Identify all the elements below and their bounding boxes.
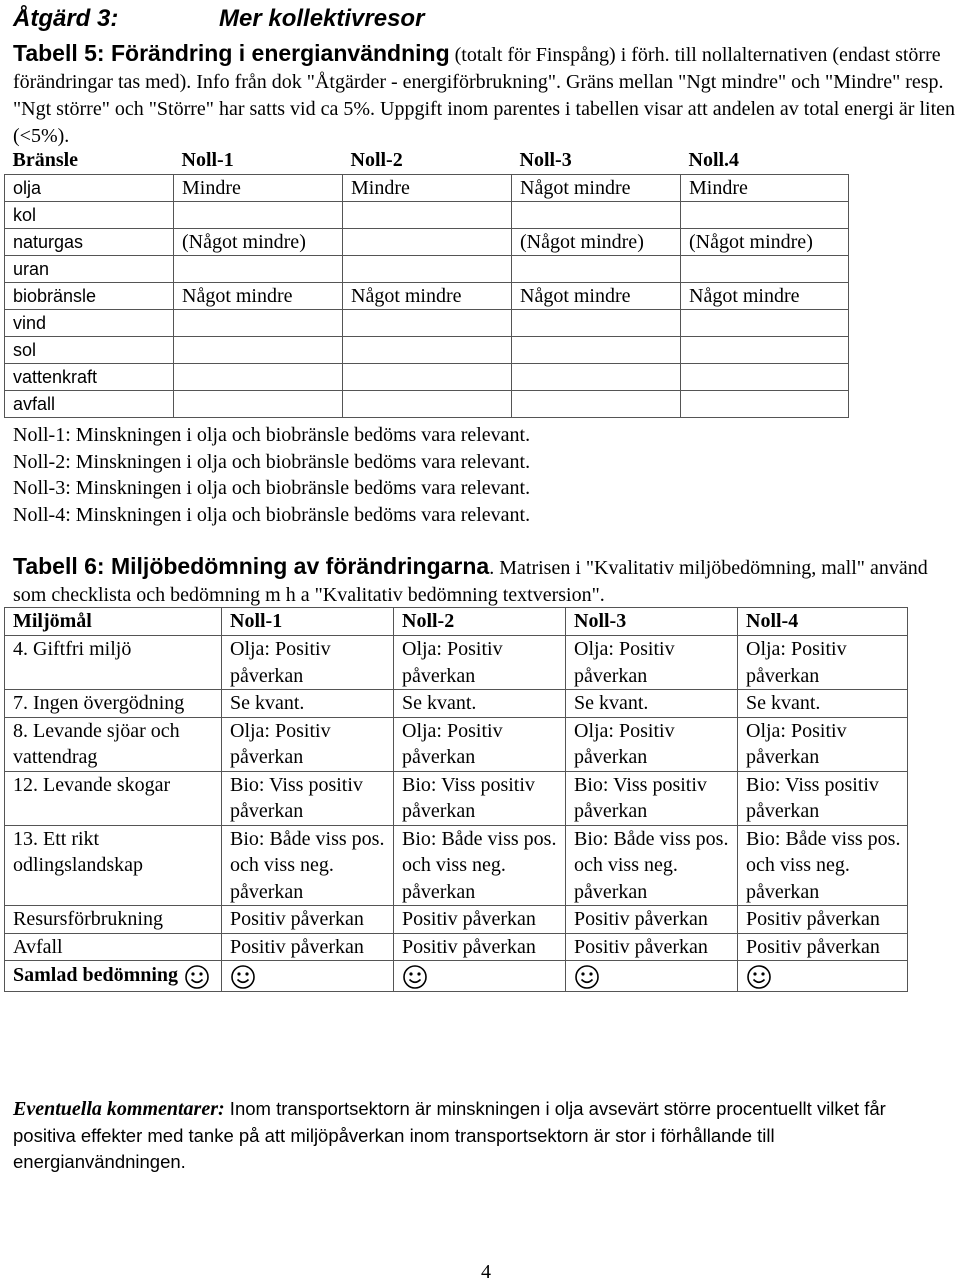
action-title: Mer kollektivresor [219, 5, 425, 32]
table6-title: Tabell 6: Miljöbedömning av förändringarna [13, 553, 490, 579]
column-header: Noll-1 [174, 147, 343, 175]
change-cell: Något mindre [343, 283, 512, 310]
column-header: Miljömål [5, 608, 222, 636]
smiley-face-icon [574, 964, 600, 990]
table-row [5, 636, 908, 690]
change-cell [512, 202, 681, 229]
table-row [5, 690, 908, 718]
table5-intro: (totalt för Finspång) i förh. till nollalternativen (endast större förändringar tas med). Info från dok "Åtgärder - energiförbrukning". Gräns mellan "Ngt mindre" och "Mindre" resp. "Ngt större" och "Större" har satts vid ca 5%. Uppgift inom parentes i tabellen visar att andelen av total energi är liten (<5%). [13, 44, 956, 147]
change-cell: Något mindre [681, 283, 849, 310]
change-cell [512, 337, 681, 364]
change-cell [681, 391, 849, 418]
change-cell [512, 310, 681, 337]
table-row [5, 717, 908, 771]
change-cell [343, 256, 512, 283]
fuel-name-cell: uran [5, 256, 174, 283]
column-header: Noll.4 [681, 147, 849, 175]
comments-label: Eventuella kommentarer: [13, 1098, 225, 1120]
table-row [5, 202, 849, 229]
assessment-cell: Positiv påverkan [394, 906, 566, 934]
column-header: Noll-3 [512, 147, 681, 175]
assessment-cell: Positiv påverkan [566, 933, 738, 961]
fuel-name-cell: naturgas [5, 229, 174, 256]
change-cell [343, 310, 512, 337]
table6-caption [13, 553, 958, 609]
action-heading [13, 4, 425, 34]
table-header-row [5, 608, 908, 636]
fuel-name-cell: olja [5, 175, 174, 202]
summary-cell [394, 961, 566, 992]
column-header: Bränsle [5, 147, 174, 175]
change-cell [343, 202, 512, 229]
change-cell [681, 310, 849, 337]
note-line: Noll-2: Minskningen i olja och biobränsle bedöms vara relevant. [13, 450, 531, 473]
table-row [5, 256, 849, 283]
table-row [5, 229, 849, 256]
action-label: Åtgärd 3: [13, 5, 119, 32]
change-cell: Mindre [681, 175, 849, 202]
table-row [5, 825, 908, 906]
change-cell [343, 337, 512, 364]
change-cell [174, 337, 343, 364]
change-cell [174, 256, 343, 283]
assessment-cell: Olja: Positiv påverkan [566, 717, 738, 771]
change-cell: Något mindre [174, 283, 343, 310]
column-header: Noll-2 [343, 147, 512, 175]
assessment-cell: Olja: Positiv påverkan [566, 636, 738, 690]
assessment-cell: Olja: Positiv påverkan [738, 717, 908, 771]
assessment-cell: Positiv påverkan [738, 933, 908, 961]
goal-name-cell: 12. Levande skogar [5, 771, 222, 825]
goal-name-cell: 4. Giftfri miljö [5, 636, 222, 690]
comments-text: Inom transportsektorn är minskningen i olja avsevärt större procentuellt vilket får positiva effekter med tanke på att miljöpåverkan inom transportsektorn är stor i förhållande till energianvändningen. [13, 1098, 886, 1172]
summary-label: Samlad bedömning [5, 961, 222, 992]
assessment-cell: Bio: Viss positiv påverkan [566, 771, 738, 825]
smiley-face-icon [184, 964, 210, 990]
table-row [5, 283, 849, 310]
fuel-name-cell: avfall [5, 391, 174, 418]
assessment-cell: Positiv påverkan [222, 933, 394, 961]
summary-cell [222, 961, 394, 992]
assessment-cell: Bio: Både viss pos. och viss neg. påverkan [566, 825, 738, 906]
table5-caption [13, 40, 958, 150]
note-line: Noll-1: Minskningen i olja och biobränsle bedöms vara relevant. [13, 424, 531, 446]
assessment-cell: Positiv påverkan [566, 906, 738, 934]
assessment-cell: Bio: Både viss pos. och viss neg. påverkan [222, 825, 394, 906]
change-cell [343, 229, 512, 256]
table5-title: Tabell 5: Förändring i energianvändning [13, 40, 450, 66]
smiley-face-icon [230, 964, 256, 990]
goal-name-cell: Resursförbrukning [5, 906, 222, 934]
assessment-cell: Bio: Viss positiv påverkan [738, 771, 908, 825]
table-row [5, 771, 908, 825]
note-line: Noll-3: Minskningen i olja och biobränsle bedöms vara relevant. [13, 477, 531, 499]
change-cell: Mindre [343, 175, 512, 202]
table-row [5, 175, 849, 202]
environmental-assessment-table [4, 607, 908, 992]
goal-name-cell: 8. Levande sjöar och vattendrag [5, 717, 222, 771]
summary-row [5, 961, 908, 992]
change-cell [681, 364, 849, 391]
assessment-cell: Positiv påverkan [222, 906, 394, 934]
assessment-cell: Se kvant. [394, 690, 566, 718]
change-cell [681, 256, 849, 283]
column-header: Noll-4 [738, 608, 908, 636]
change-cell: (Något mindre) [512, 229, 681, 256]
change-cell [512, 391, 681, 418]
assessment-cell: Positiv påverkan [738, 906, 908, 934]
table-row [5, 364, 849, 391]
table-row [5, 310, 849, 337]
goal-name-cell: 7. Ingen övergödning [5, 690, 222, 718]
energy-table-body [5, 175, 849, 418]
table-row [5, 337, 849, 364]
change-cell: Något mindre [512, 283, 681, 310]
table-row [5, 391, 849, 418]
fuel-name-cell: sol [5, 337, 174, 364]
table5-notes [13, 422, 530, 528]
assessment-cell: Olja: Positiv påverkan [394, 717, 566, 771]
note-line: Noll-4: Minskningen i olja och biobränsle bedöms vara relevant. [13, 503, 531, 526]
table-row [5, 933, 908, 961]
smiley-face-icon [746, 964, 772, 990]
column-header: Noll-3 [566, 608, 738, 636]
column-header: Noll-1 [222, 608, 394, 636]
change-cell [174, 202, 343, 229]
goal-name-cell: Avfall [5, 933, 222, 961]
energy-change-table [4, 147, 849, 418]
change-cell [343, 364, 512, 391]
assessment-cell: Bio: Viss positiv påverkan [222, 771, 394, 825]
page-number: 4 [481, 1261, 491, 1283]
change-cell [343, 391, 512, 418]
change-cell [681, 202, 849, 229]
assessment-cell: Positiv påverkan [394, 933, 566, 961]
assessment-cell: Olja: Positiv påverkan [738, 636, 908, 690]
assessment-cell: Se kvant. [222, 690, 394, 718]
change-cell: Mindre [174, 175, 343, 202]
fuel-name-cell: kol [5, 202, 174, 229]
table-header-row [5, 147, 849, 175]
comments-paragraph [13, 1096, 948, 1176]
change-cell: (Något mindre) [174, 229, 343, 256]
assessment-table-body [5, 636, 908, 992]
change-cell [174, 364, 343, 391]
fuel-name-cell: vattenkraft [5, 364, 174, 391]
goal-name-cell: 13. Ett rikt odlingslandskap [5, 825, 222, 906]
summary-cell [738, 961, 908, 992]
assessment-cell: Se kvant. [738, 690, 908, 718]
table-row [5, 906, 908, 934]
fuel-name-cell: biobränsle [5, 283, 174, 310]
change-cell [512, 256, 681, 283]
change-cell [512, 364, 681, 391]
change-cell: Något mindre [512, 175, 681, 202]
change-cell [174, 391, 343, 418]
assessment-cell: Olja: Positiv påverkan [394, 636, 566, 690]
column-header: Noll-2 [394, 608, 566, 636]
change-cell [174, 310, 343, 337]
smiley-face-icon [402, 964, 428, 990]
assessment-cell: Bio: Både viss pos. och viss neg. påverkan [738, 825, 908, 906]
summary-cell [566, 961, 738, 992]
assessment-cell: Bio: Både viss pos. och viss neg. påverkan [394, 825, 566, 906]
assessment-cell: Se kvant. [566, 690, 738, 718]
assessment-cell: Olja: Positiv påverkan [222, 636, 394, 690]
table6-intro: . Matrisen i "Kvalitativ miljöbedömning, mall" använd som checklista och bedömning m h a "Kvalitativ bedömning textversion". [13, 557, 928, 606]
fuel-name-cell: vind [5, 310, 174, 337]
assessment-cell: Bio: Viss positiv påverkan [394, 771, 566, 825]
assessment-cell: Olja: Positiv påverkan [222, 717, 394, 771]
change-cell: (Något mindre) [681, 229, 849, 256]
change-cell [681, 337, 849, 364]
